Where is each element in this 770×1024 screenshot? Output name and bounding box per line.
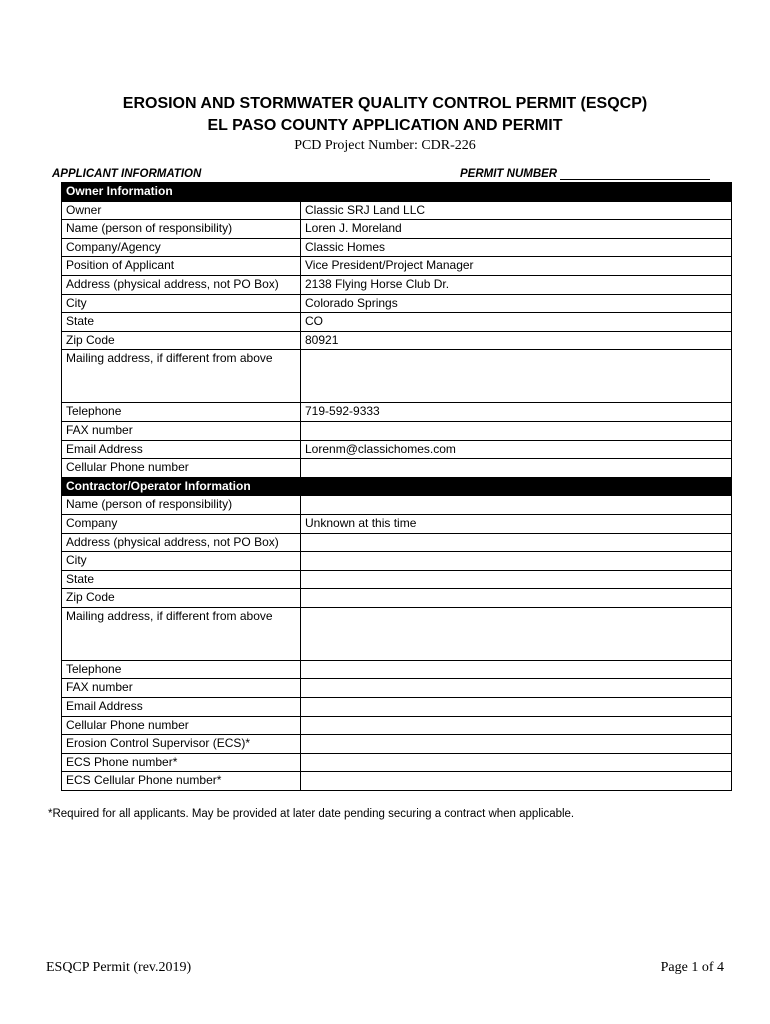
field-label: Company/Agency (62, 238, 301, 257)
table-row (62, 201, 732, 220)
field-label: Email Address (62, 440, 301, 459)
field-label: Address (physical address, not PO Box) (62, 275, 301, 294)
field-value[interactable] (301, 679, 732, 698)
field-value[interactable]: 80921 (301, 331, 732, 350)
table-row (62, 607, 732, 660)
field-value[interactable] (301, 607, 732, 660)
contractor-header-row (62, 477, 732, 496)
permit-number-field[interactable] (560, 168, 710, 180)
field-value[interactable] (301, 459, 732, 478)
table-row (62, 313, 732, 332)
owner-section-heading: Owner Information (62, 183, 301, 202)
owner-header-blank (301, 183, 732, 202)
field-label: Zip Code (62, 331, 301, 350)
table-row (62, 459, 732, 478)
table-row (62, 552, 732, 571)
table-row (62, 440, 732, 459)
field-label: ECS Phone number* (62, 753, 301, 772)
field-label: Mailing address, if different from above (62, 350, 301, 403)
table-row (62, 294, 732, 313)
field-value[interactable]: CO (301, 313, 732, 332)
table-row (62, 257, 732, 276)
table-row (62, 350, 732, 403)
field-value[interactable]: Classic Homes (301, 238, 732, 257)
field-label: Cellular Phone number (62, 716, 301, 735)
document-subtitle: EL PASO COUNTY APPLICATION AND PERMIT (207, 117, 563, 134)
table-row (62, 421, 732, 440)
permit-number-label (460, 168, 710, 180)
table-row (62, 533, 732, 552)
field-value[interactable] (301, 350, 732, 403)
field-value[interactable] (301, 589, 732, 608)
field-label: Name (person of responsibility) (62, 220, 301, 239)
field-value[interactable]: Vice President/Project Manager (301, 257, 732, 276)
field-label: FAX number (62, 679, 301, 698)
table-row (62, 514, 732, 533)
field-value[interactable]: Loren J. Moreland (301, 220, 732, 239)
field-value[interactable] (301, 753, 732, 772)
field-value[interactable] (301, 772, 732, 791)
table-row (62, 698, 732, 717)
field-value[interactable]: 2138 Flying Horse Club Dr. (301, 275, 732, 294)
field-value[interactable] (301, 533, 732, 552)
field-label: Name (person of responsibility) (62, 496, 301, 515)
field-label: Company (62, 514, 301, 533)
table-row (62, 275, 732, 294)
field-value[interactable] (301, 698, 732, 717)
field-value[interactable] (301, 570, 732, 589)
table-row (62, 589, 732, 608)
field-label: Address (physical address, not PO Box) (62, 533, 301, 552)
permit-number-text: PERMIT NUMBER (460, 168, 561, 180)
field-label: Zip Code (62, 589, 301, 608)
applicant-information-label: APPLICANT INFORMATION (52, 168, 202, 180)
field-label: Erosion Control Supervisor (ECS)* (62, 735, 301, 754)
field-value[interactable] (301, 421, 732, 440)
field-label: Position of Applicant (62, 257, 301, 276)
field-label: Email Address (62, 698, 301, 717)
table-row (62, 716, 732, 735)
footer-form-revision: ESQCP Permit (rev.2019) (46, 960, 192, 975)
field-label: Mailing address, if different from above (62, 607, 301, 660)
field-value[interactable] (301, 496, 732, 515)
project-number: PCD Project Number: CDR-226 (294, 138, 476, 153)
application-form-table (61, 182, 732, 791)
field-label: State (62, 313, 301, 332)
footer-page-number: Page 1 of 4 (660, 960, 724, 975)
table-row (62, 220, 732, 239)
table-row (62, 772, 732, 791)
table-row (62, 238, 732, 257)
field-value[interactable]: Colorado Springs (301, 294, 732, 313)
field-label: ECS Cellular Phone number* (62, 772, 301, 791)
field-value[interactable]: 719-592-9333 (301, 403, 732, 422)
field-label: FAX number (62, 421, 301, 440)
field-label: Owner (62, 201, 301, 220)
table-row (62, 735, 732, 754)
table-row (62, 496, 732, 515)
owner-header-row (62, 183, 732, 202)
required-footnote: *Required for all applicants. May be provided at later date pending securing a contract when applicable. (48, 808, 575, 820)
field-label: State (62, 570, 301, 589)
field-value[interactable] (301, 735, 732, 754)
field-value[interactable] (301, 716, 732, 735)
table-row (62, 679, 732, 698)
table-row (62, 403, 732, 422)
contractor-header-blank (301, 477, 732, 496)
table-row (62, 570, 732, 589)
field-value[interactable]: Unknown at this time (301, 514, 732, 533)
table-row (62, 660, 732, 679)
field-label: City (62, 294, 301, 313)
table-row (62, 753, 732, 772)
table-row (62, 331, 732, 350)
field-label: Cellular Phone number (62, 459, 301, 478)
field-value[interactable] (301, 552, 732, 571)
field-label: City (62, 552, 301, 571)
field-label: Telephone (62, 660, 301, 679)
field-value[interactable]: Classic SRJ Land LLC (301, 201, 732, 220)
field-value[interactable]: Lorenm@classichomes.com (301, 440, 732, 459)
field-value[interactable] (301, 660, 732, 679)
contractor-section-heading: Contractor/Operator Information (62, 477, 301, 496)
field-label: Telephone (62, 403, 301, 422)
document-title: EROSION AND STORMWATER QUALITY CONTROL PERMIT (ESQCP) (122, 95, 648, 112)
